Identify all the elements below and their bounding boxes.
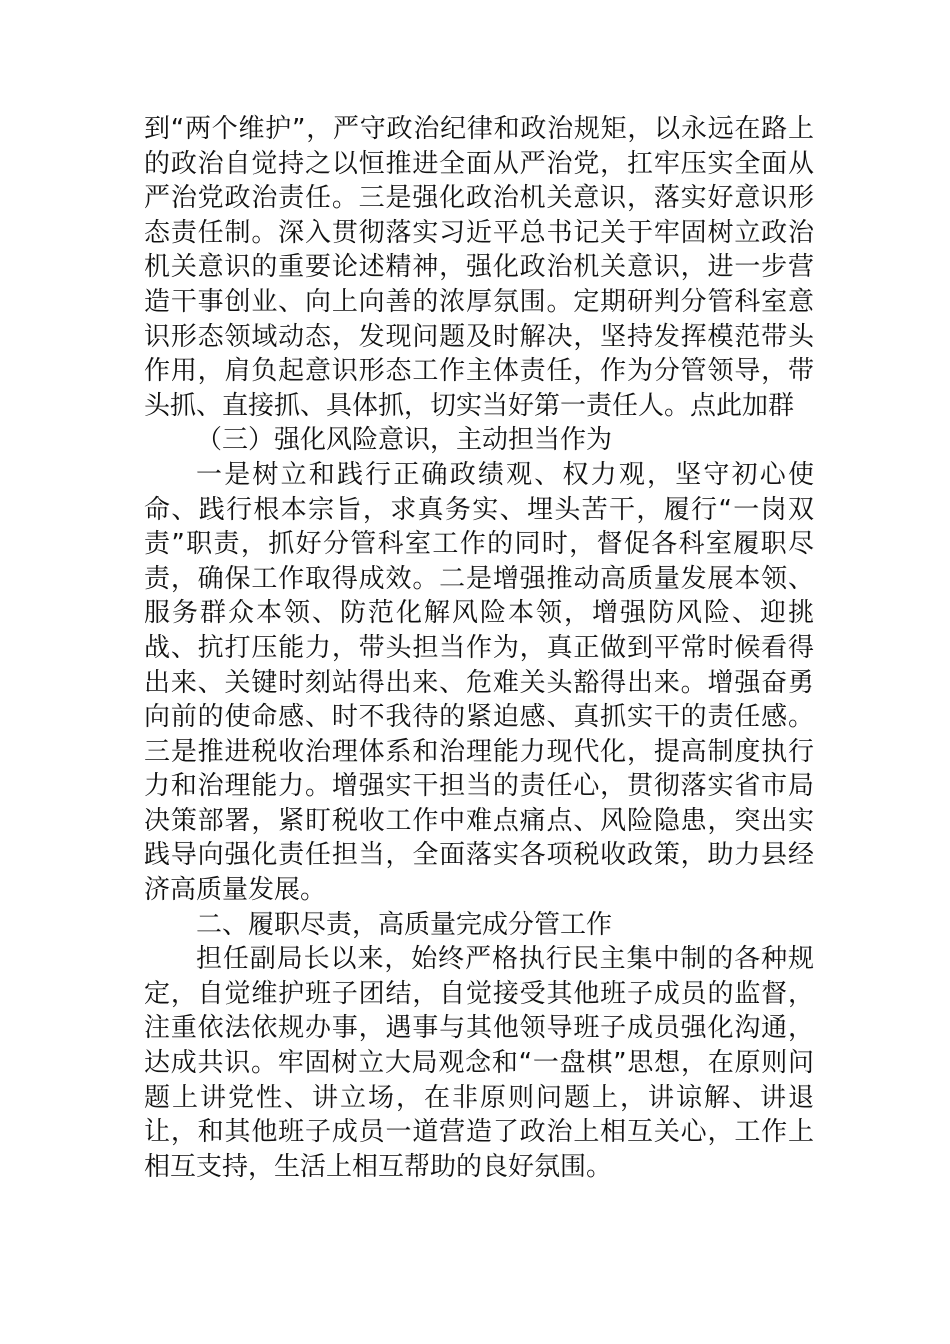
document-body [144, 112, 814, 1184]
section-heading-2: 二、履职尽责，高质量完成分管工作 [196, 909, 613, 940]
paragraph-continued: 到“两个维护”，严守政治纪律和政治规矩，以永远在路上的政治自觉持之以恒推进全面从严治党，扛牢压实全面从严治党政治责任。三是强化政治机关意识，落实好意识形态责任制。深入贯彻落实习近平总书记关于牢固树立政治机关意识的重要论述精神，强化政治机关意识，进一步营造干事创业、向上向善的浓厚氛围。定期研判分管科室意识形态领域动态，发现问题及时解决，坚持发挥模范带头作用，肩负起意识形态工作主体责任，作为分管领导，带头抓、直接抓、具体抓，切实当好第一责任人。点此加群 [144, 114, 814, 421]
section-heading-3: （三）强化风险意识，主动担当作为 [196, 425, 613, 456]
paragraph-risk-awareness: 一是树立和践行正确政绩观、权力观，坚守初心使命、践行根本宗旨，求真务实、埋头苦干，履行“一岗双责”职责，抓好分管科室工作的同时，督促各科室履职尽责，确保工作取得成效。二是增强推动高质量发展本领、服务群众本领、防范化解风险本领，增强防风险、迎挑战、抗打压能力，带头担当作为，真正做到平常时候看得出来、关键时刻站得出来、危难关头豁得出来。增强奋勇向前的使命感、时不我待的紧迫感、真抓实干的责任感。三是推进税收治理体系和治理能力现代化，提高制度执行力和治理能力。增强实干担当的责任心，贯彻落实省市局决策部署，紧盯税收工作中难点痛点、风险隐患，突出实践导向强化责任担当，全面落实各项税收政策，助力县经济高质量发展。 [144, 459, 814, 906]
paragraph-duties: 担任副局长以来，始终严格执行民主集中制的各种规定，自觉维护班子团结，自觉接受其他班子成员的监督，注重依法依规办事，遇事与其他领导班子成员强化沟通，达成共识。牢固树立大局观念和“一盘棋”思想，在原则问题上讲党性、讲立场，在非原则问题上，讲谅解、讲退让，和其他班子成员一道营造了政治上相互关心，工作上相互支持，生活上相互帮助的良好氛围。 [144, 944, 814, 1182]
